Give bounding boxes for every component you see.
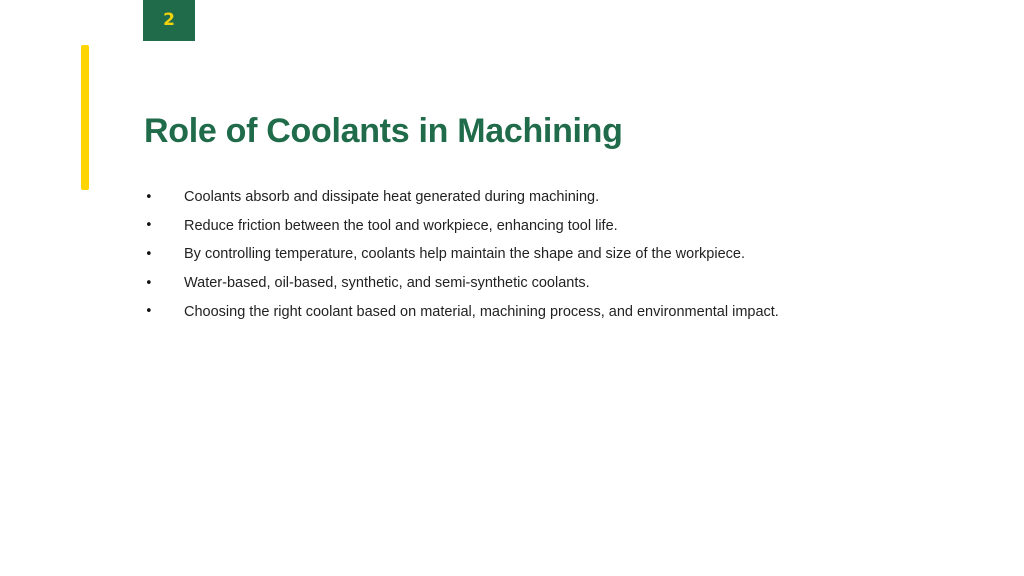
bullet-marker: • [145,218,153,234]
bullet-item [143,183,779,212]
bullet-item [143,240,779,269]
bullet-list [143,183,779,326]
bullet-text: By controlling temperature, coolants help maintain the shape and size of the workpiece. [184,246,745,263]
page-number: 2 [163,10,175,30]
bullet-item [143,212,779,241]
bullet-marker: • [145,189,153,205]
bullet-text: Water-based, oil-based, synthetic, and semi-synthetic coolants. [184,275,590,292]
accent-bar [81,45,89,190]
page-number-badge [143,0,195,41]
bullet-marker: • [145,275,153,291]
bullet-text: Choosing the right coolant based on material, machining process, and environmental impact. [184,303,779,320]
bullet-text: Coolants absorb and dissipate heat generated during machining. [184,189,600,206]
bullet-marker: • [145,246,153,262]
bullet-item [143,297,779,326]
bullet-text: Reduce friction between the tool and workpiece, enhancing tool life. [184,217,618,234]
bullet-marker: • [145,304,153,320]
slide-title: Role of Coolants in Machining [144,112,623,150]
bullet-item [143,269,779,298]
